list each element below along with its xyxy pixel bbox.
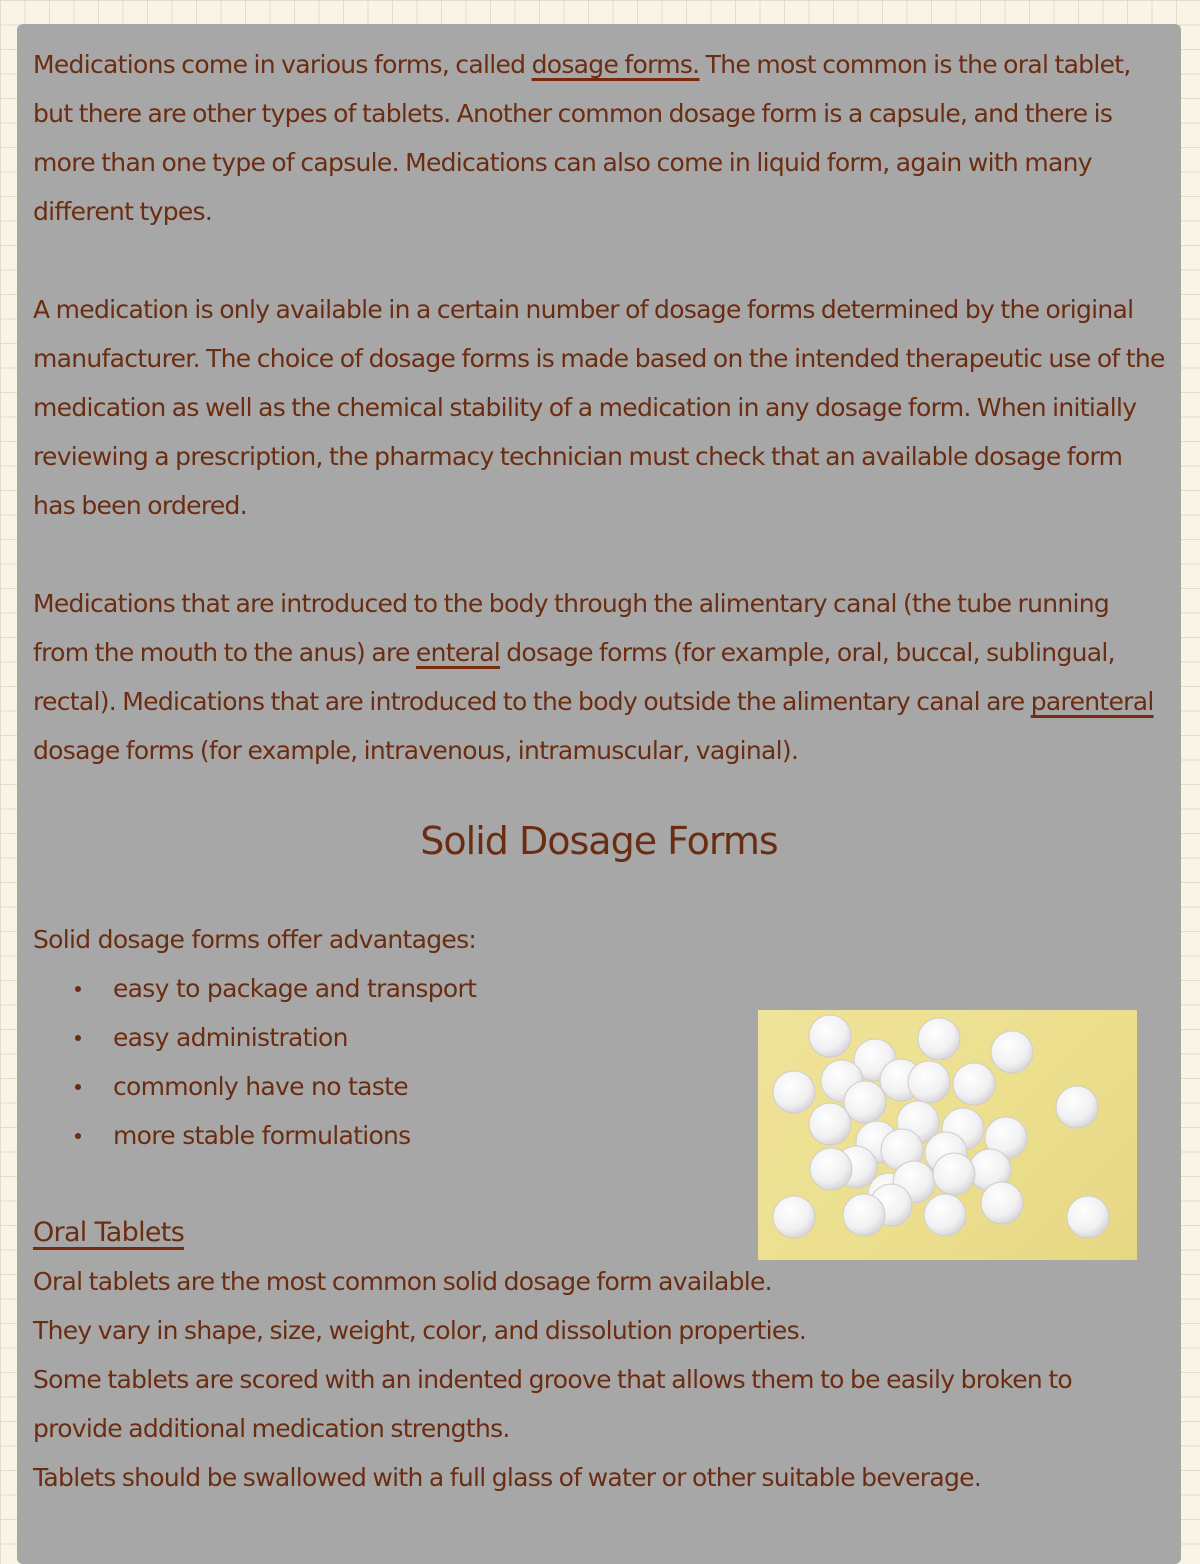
text-line: They vary in shape, size, weight, color, and dissolution properties. (33, 1316, 807, 1345)
paragraph-text: dosage forms (for example, intravenous, intramuscular, vaginal). (33, 736, 799, 765)
paragraph-text: Medications that are introduced to the body through the alimentary canal (the tube running from the mouth to the anus) are (33, 589, 1110, 667)
intro-paragraph-2: A medication is only available in a certain number of dosage forms determined by the original manufacturer. The choice of dosage forms is made based on the intended therapeutic use of the medication as well as the chemical stability of a medication in any dosage form. When initially reviewing a prescription, the pharmacy technician must check that an available dosage form has been ordered. (33, 295, 1165, 520)
term-enteral: enteral (415, 638, 500, 667)
white-tablets-image (758, 1010, 1137, 1260)
tablets-photo (758, 1010, 1137, 1260)
paragraph-text: Medications come in various forms, called (33, 50, 532, 79)
intro-paragraph-3 (33, 579, 1165, 775)
term-dosage-forms: dosage forms. (531, 50, 700, 79)
oral-tablets-text (33, 1257, 1165, 1502)
list-item: commonly have no taste (33, 1062, 713, 1111)
section-title: Solid Dosage Forms (420, 819, 778, 863)
list-item: more stable formulations (33, 1111, 713, 1160)
heading-text: Oral Tablets (33, 1217, 185, 1248)
advantages-list (33, 964, 713, 1160)
list-item: easy to package and transport (33, 964, 713, 1013)
text-line: Tablets should be swallowed with a full glass of water or other suitable beverage. (33, 1463, 982, 1492)
text-line: Oral tablets are the most common solid dosage form available. (33, 1267, 772, 1296)
content-card (17, 24, 1181, 1564)
intro-paragraph-1 (33, 40, 1165, 236)
paragraph-text: The most common is the oral tablet, but there are other types of tablets. Another common dosage form is a capsule, and there is more than one type of capsule. Medications can also come in liquid form, again with many different types. (33, 50, 1131, 226)
list-item: easy administration (33, 1013, 713, 1062)
term-parenteral: parenteral (1030, 687, 1154, 716)
advantages-intro: Solid dosage forms offer advantages: (33, 925, 477, 954)
paragraph-text: dosage forms (for example, oral, buccal, sublingual, rectal). Medications that are introduced to the body outside the alimentary canal are (33, 638, 1115, 716)
text-line: Some tablets are scored with an indented groove that allows them to be easily broken to provide additional medication strengths. (33, 1365, 1073, 1443)
